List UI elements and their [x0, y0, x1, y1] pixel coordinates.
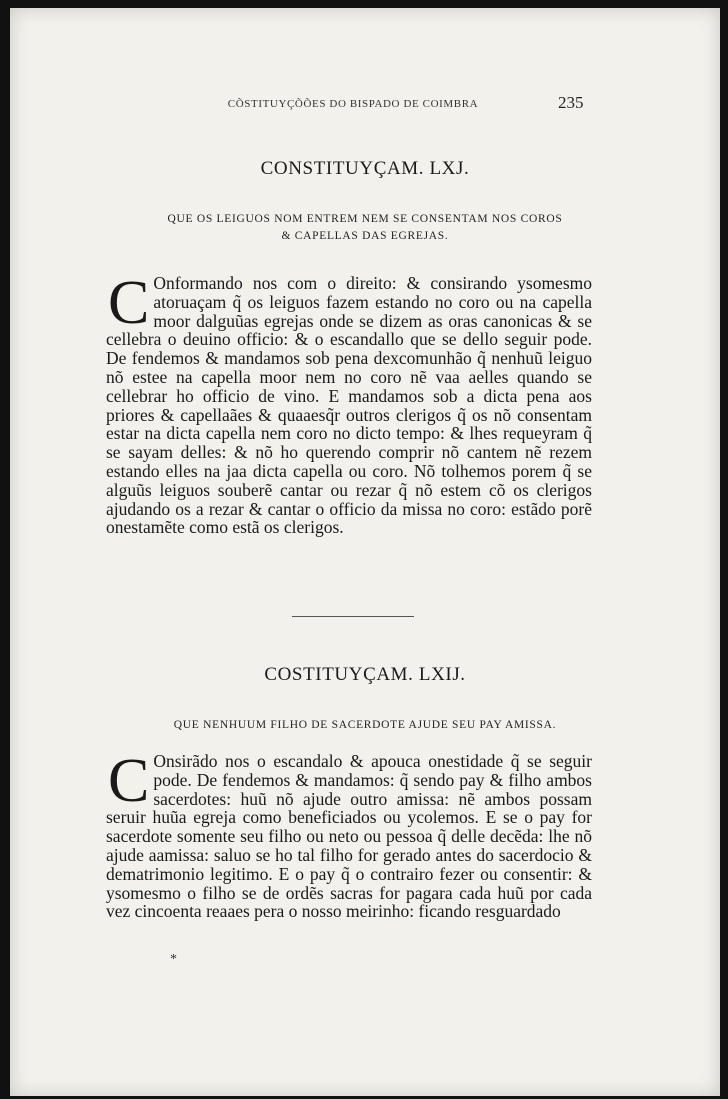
chapter-subtitle-lxj [90, 211, 640, 245]
chapter-body-lxij [106, 747, 592, 922]
subtitle-line-1: QUE OS LEIGUOS NOM ENTREM NEM SE CONSENTAM NOS COROS [167, 213, 563, 225]
subtitle-line-2: & CAPELLAS DAS EGREJAS. [281, 230, 449, 242]
drop-cap: C [108, 747, 150, 815]
running-header: CÕSTITUYÇÕÕES DO BISPADO DE COIMBRA [227, 98, 479, 110]
chapter-title-lxij: COSTITUYÇAM. LXIJ. [264, 664, 466, 685]
book-page [10, 8, 720, 1096]
chapter-body-lxj [106, 269, 592, 538]
signature-mark: * [170, 952, 177, 967]
chapter-title-lxj: CONSTITUYÇAM. LXJ. [260, 158, 470, 179]
chapter-subtitle-lxij: QUE NENHUUM FILHO DE SACERDOTE AJUDE SEU PAY AMISSA. [173, 719, 557, 731]
page-number: 235 [558, 93, 584, 112]
drop-cap: C [108, 269, 150, 337]
paragraph-text: Onformando nos com o direito: & consirando ysomesmo atoruaçam q̃ os leiguos fazem estando no coro ou na capella moor dalguũas egrejas onde se dizem as oras canonicas & se cellebra o deuino officio: & o escandallo que se dello seguir pode. De fendemos & mandamos sob pena dexcomunhão q̃ nenhuũ leiguo nõ estee na capella moor nem no coro nẽ vaa aelles quando se cellebrar ho officio de vino. E mandamos sob a dicta pena aos priores & capellaães & quaaesq̃r outros clerigos q̃ os nõ consentam estar na dicta capella nem coro no dicto tempo: & lhes requeyram q̃ se sayam delles: & nõ ho querendo comprir nõ cantem nẽ rezem estando elles na jaa dicta capella ou coro. Nõ tolhemos porem q̃ se alguũs leiguos souberẽ cantar ou rezar q̃ nõ estem cõ os clerigos ajudando os a rezar & cantar o officio da missa no coro: estãdo porẽ onestamẽte como estã os clerigos. [106, 273, 592, 538]
section-divider [292, 616, 414, 617]
paragraph-text: Onsirãdo nos o escandalo & apouca onestidade q̃ se seguir pode. De fendemos & mandamos: q̃ sendo pay & filho ambos sacerdotes: huũ nõ ajude outro amissa: nẽ ambos possam seruir huũa egreja como beneficiados ou ycolemos. E se o pay for sacerdote somente seu filho ou neto ou pessoa q̃ delle decẽda: lhe nõ ajude aamissa: saluo se ho tal filho for gerado antes do sacerdocio & dematrimonio legitimo. E o pay q̃ o contrairo fezer ou consentir: & ysomesmo o filho se de ordẽs sacras for pagara cada huũ por cada vez cincoenta reaaes pera o nosso meirinho: ficando resguardado [106, 751, 592, 922]
